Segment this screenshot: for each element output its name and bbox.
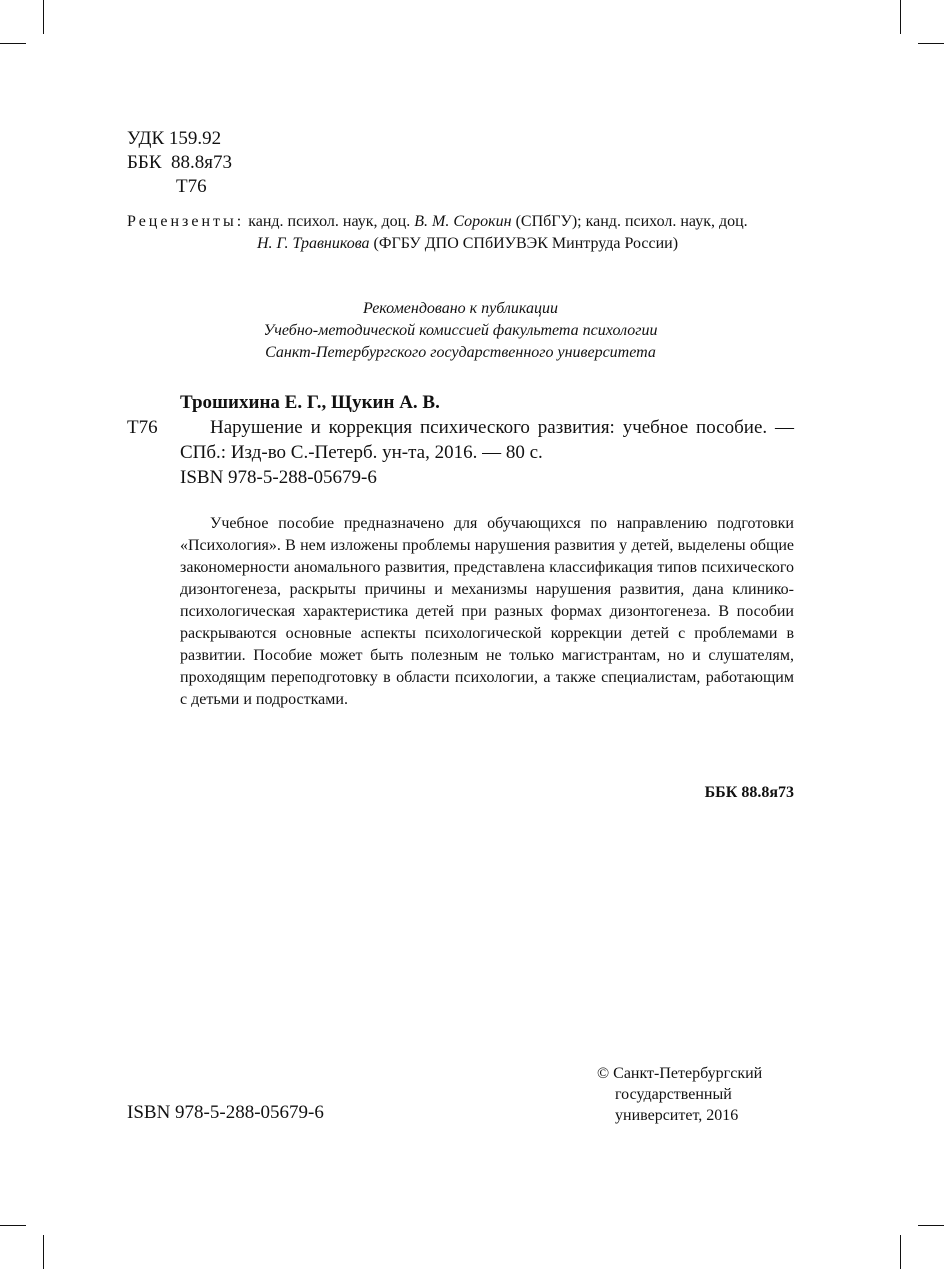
reviewers-text: (СПбГУ); канд. психол. наук, доц.	[511, 213, 748, 230]
copyright-line: государственный	[615, 1086, 732, 1103]
crop-mark	[43, 0, 44, 34]
reviewers-text: канд. психол. наук, доц.	[244, 213, 415, 230]
bbk-code: ББК 88.8я73	[127, 152, 232, 173]
crop-mark	[918, 43, 944, 44]
bbk-bottom: ББК 88.8я73	[704, 784, 794, 801]
entry-title: Нарушение и коррекция психического развития: учебное пособие. — СПб.: Изд-во С.-Петерб. ун-та, 2016. — 80 с.	[180, 417, 794, 463]
classification-block	[127, 127, 232, 199]
copyright-line: университет, 2016	[615, 1107, 739, 1124]
reviewers-text: (ФГБУ ДПО СПбИУВЭК Минтруда России)	[369, 235, 679, 252]
copyright-block	[597, 1063, 762, 1126]
authors: Трошихина Е. Г., Щукин А. В.	[180, 392, 440, 413]
crop-mark	[900, 0, 901, 34]
crop-mark	[918, 1225, 944, 1226]
isbn-bottom: ISBN 978-5-288-05679-6	[127, 1102, 324, 1123]
reviewers-line-2	[127, 233, 794, 255]
crop-mark	[0, 43, 26, 44]
reviewer-name: Н. Г. Травникова	[257, 235, 370, 252]
entry-code: Т76	[127, 417, 158, 438]
copyright-line: © Санкт-Петербургский	[597, 1065, 763, 1082]
crop-mark	[43, 1235, 44, 1269]
author-mark: Т76	[176, 176, 207, 197]
udk-code: УДК 159.92	[127, 128, 222, 149]
bibliographic-entry	[127, 390, 794, 490]
reviewers-line-1	[127, 211, 794, 233]
recommendation-line: Санкт-Петербургского государственного университета	[265, 344, 656, 361]
reviewer-name: В. М. Сорокин	[414, 213, 512, 230]
crop-mark	[0, 1225, 26, 1226]
crop-mark	[900, 1235, 901, 1269]
recommendation-line: Рекомендовано к публикации	[363, 300, 558, 317]
recommendation-line: Учебно-методической комиссией факультета психологии	[263, 322, 658, 339]
reviewers-label: Рецензенты:	[127, 213, 245, 230]
entry-isbn: ISBN 978-5-288-05679-6	[180, 467, 377, 488]
reviewers-block	[127, 211, 794, 255]
title-row	[127, 415, 794, 465]
recommendation-block	[127, 298, 794, 364]
abstract: Учебное пособие предназначено для обучающихся по направлению подготовки «Психология». В нем изложены проблемы нарушения развития у детей, выделены общие закономерности аномального развития, представлена классификация типов психического дизонтогенеза, раскрыты причины и механизмы нарушения развития, дана клинико-психологическая характеристика детей при разных формах дизонтогенеза. В пособии раскрываются основные аспекты психологической коррекции детей с проблемами в развитии. Пособие может быть полезным не только магистрантам, но и слушателям, проходящим переподготовку в области психологии, а также специалистам, работающим с детьми и подростками.	[180, 515, 794, 708]
